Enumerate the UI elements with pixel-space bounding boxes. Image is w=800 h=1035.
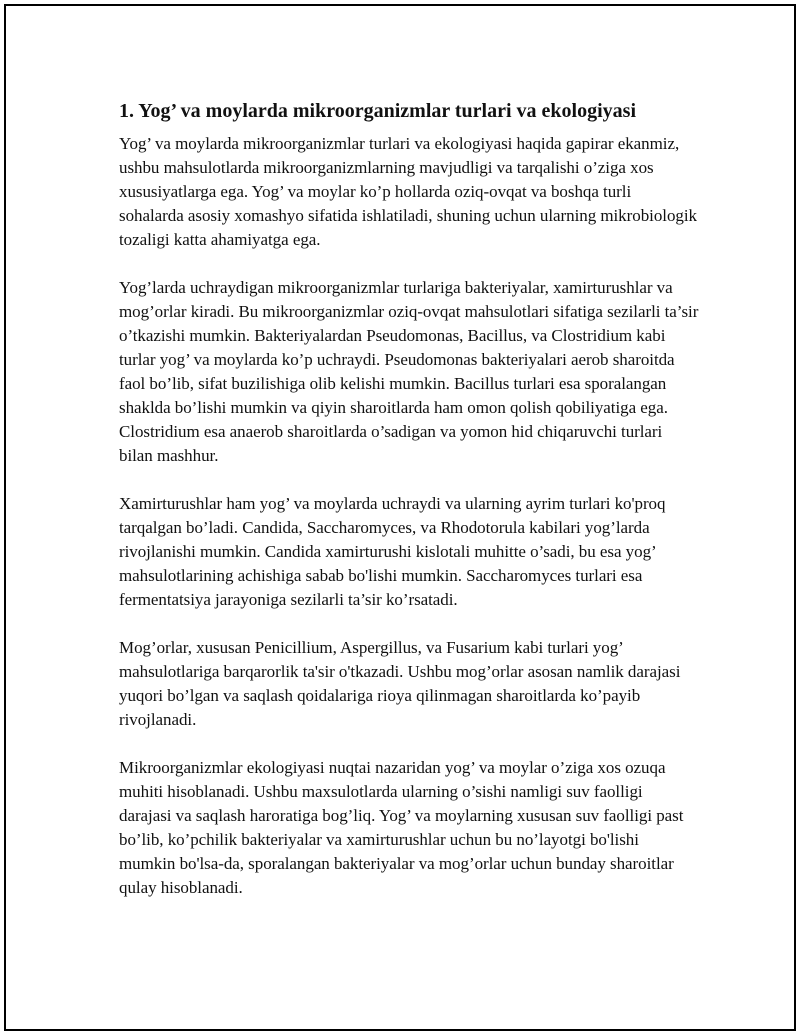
paragraph-yeasts: Xamirturushlar ham yog’ va moylarda uchraydi va ularning ayrim turlari ko'proq tarqalgan bo’ladi. Candida, Saccharomyces, va Rhodotorula kabilari yog’larda rivojlanishi mumkin. Candida xamirturushi kislotali muhitte o’sadi, bu esa yog’ mahsulotlarining achishiga sabab bo'lishi mumkin. Saccharomyces turlari esa fermentatsiya jarayoniga sezilarli ta’sir ko’rsatadi.	[119, 494, 666, 609]
section-heading: 1. Yog’ va moylarda mikroorganizmlar turlari va ekologiyasi	[119, 100, 637, 122]
paragraph-molds: Mog’orlar, xususan Penicillium, Aspergillus, va Fusarium kabi turlari yog’ mahsulotlariga barqarorlik ta'sir o'tkazadi. Ushbu mog’orlar asosan namlik darajasi yuqori bo’lgan va saqlash qoidalariga rioya qilinmagan sharoitlarda ko’payib rivojlanadi.	[119, 638, 681, 729]
paragraph-intro: Yog’ va moylarda mikroorganizmlar turlari va ekologiyasi haqida gapirar ekanmiz, ushbu mahsulotlarda mikroorganizmlarning mavjudligi va tarqalishi o’ziga xos xususiyatlarga ega. Yog’ va moylar ko’p hollarda oziq-ovqat va boshqa turli sohalarda asosiy xomashyo sifatida ishlatiladi, shuning uchun ularning mikrobiologik tozaligi katta ahamiyatga ega.	[119, 134, 697, 249]
paragraph-ecology: Mikroorganizmlar ekologiyasi nuqtai nazaridan yog’ va moylar o’ziga xos ozuqa muhiti hisoblanadi. Ushbu maxsulotlarda ularning o’sishi namligi suv faolligi darajasi va saqlash haroratiga bog’liq. Yog’ va moylarning xususan suv faolligi past bo’lib, ko’pchilik bakteriyalar va xamirturushlar uchun bu no’layotgi bo'lishi mumkin bo'lsa-da, sporalangan bakteriyalar va mog’orlar uchun bunday sharoitlar qulay hisoblanadi.	[119, 758, 684, 897]
document-body	[119, 98, 699, 924]
page-frame	[4, 4, 796, 1031]
paragraph-bacteria: Yog’larda uchraydigan mikroorganizmlar turlariga bakteriyalar, xamirturushlar va mog’orlar kiradi. Bu mikroorganizmlar oziq-ovqat mahsulotlari sifatiga sezilarli ta’sir o’tkazishi mumkin. Bakteriyalardan Pseudomonas, Bacillus, va Clostridium kabi turlar yog’ va moylarda ko’p uchraydi. Pseudomonas bakteriyalari aerob sharoitda faol bo’lib, sifat buzilishiga olib kelishi mumkin. Bacillus turlari esa sporalangan shaklda bo’lishi mumkin va qiyin sharoitlarda ham omon qolish qobiliyatiga ega. Clostridium esa anaerob sharoitlarda o’sadigan va yomon hid chiqaruvchi turlari bilan mashhur.	[119, 278, 699, 465]
